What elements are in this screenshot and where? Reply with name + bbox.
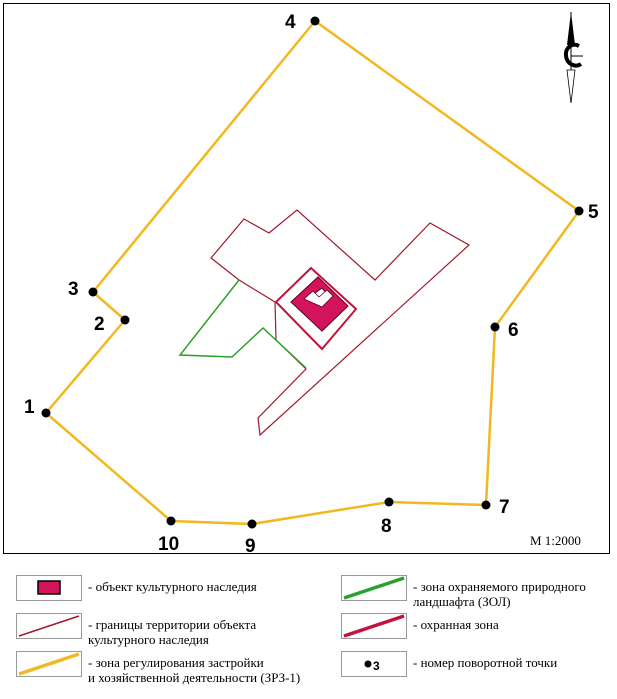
turning-point-label-4: 4 (285, 12, 296, 33)
turning-point-9 (248, 520, 257, 529)
heritage-object-symbol-icon (16, 575, 82, 601)
turning-point-5 (575, 207, 584, 216)
turning-point-label-2: 2 (94, 314, 105, 335)
north-arrow-icon (566, 12, 583, 103)
scale-label: М 1:2000 (530, 533, 581, 548)
legend-label-heritage-object: - объект культурного наследия (88, 579, 257, 594)
turning-point-label-8: 8 (381, 516, 392, 537)
legend (0, 560, 617, 699)
turning-point-8 (385, 498, 394, 507)
turning-point-label-7: 7 (499, 497, 510, 518)
turning-point-label-6: 6 (508, 320, 519, 341)
territory-boundary (211, 210, 469, 435)
legend-item-turning-point (341, 651, 557, 677)
turning-point-label-5: 5 (588, 202, 599, 223)
legend-item-protection-zone (341, 613, 499, 639)
territory-boundary-line-icon (16, 613, 82, 639)
legend-item-heritage-object (16, 575, 257, 601)
legend-item-territory-boundary (16, 613, 256, 647)
turning-point-10 (167, 517, 176, 526)
turning-point-sample-label: 3 (373, 659, 380, 673)
turning-point-symbol-icon (341, 651, 407, 677)
turning-point-6 (491, 323, 500, 332)
zrz-zone-boundary (46, 21, 579, 524)
legend-label-turning-point: - номер поворотной точки (413, 655, 558, 670)
turning-point-1 (42, 409, 51, 418)
protection-zone-line-icon (341, 613, 407, 639)
turning-point-label-9: 9 (245, 536, 256, 557)
legend-label-protection-zone: - охранная зона (413, 617, 499, 632)
turning-point-label-1: 1 (24, 397, 35, 418)
legend-label-zrz-zone: - зона регулирования застройки и хозяйственной деятельности (ЗРЗ-1) (88, 655, 301, 685)
zol-zone-boundary (180, 280, 306, 368)
legend-label-territory-boundary: - границы территории объекта культурного наследия (88, 617, 257, 647)
turning-point-4 (311, 17, 320, 26)
turning-point-label-3: 3 (68, 279, 79, 300)
turning-point-label-10: 10 (158, 534, 180, 555)
zrz-zone-line-icon (16, 651, 82, 677)
zol-zone-line-icon (341, 575, 407, 601)
legend-label-zol-zone: - зона охраняемого природного ландшафта (ЗОЛ) (413, 579, 586, 609)
turning-point-3 (89, 288, 98, 297)
legend-item-zrz-zone (16, 651, 300, 685)
turning-point-2 (121, 316, 130, 325)
legend-item-zol-zone (341, 575, 586, 609)
turning-point-7 (482, 501, 491, 510)
